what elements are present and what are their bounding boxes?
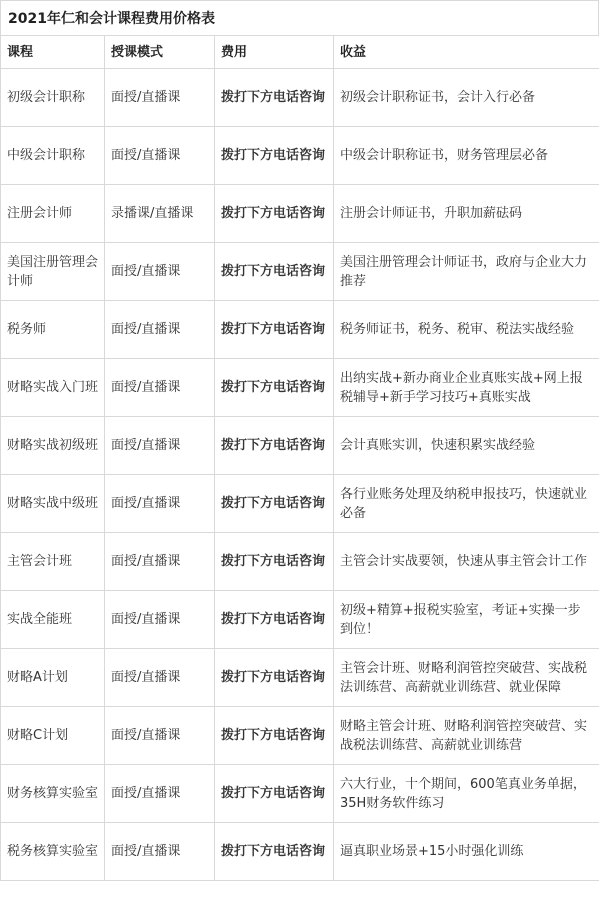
course-cell: 美国注册管理会计师 [1,243,105,301]
table-row [1,533,599,591]
fee-cell: 拨打下方电话咨询 [215,707,334,765]
table-row [1,127,599,185]
header-fee: 费用 [215,36,334,69]
benefit-cell: 财略主管会计班、财略利润管控突破营、实战税法训练营、高薪就业训练营 [334,707,599,765]
mode-cell: 面授/直播课 [105,707,215,765]
benefit-cell: 会计真账实训，快速积累实战经验 [334,417,599,475]
benefit-cell: 出纳实战+新办商业企业真账实战+网上报税辅导+新手学习技巧+真账实战 [334,359,599,417]
header-course: 课程 [1,36,105,69]
course-cell: 注册会计师 [1,185,105,243]
table-row [1,359,599,417]
benefit-cell: 初级+精算+报税实验室，考证+实操一步到位！ [334,591,599,649]
fee-cell: 拨打下方电话咨询 [215,475,334,533]
header-mode: 授课模式 [105,36,215,69]
table-row [1,591,599,649]
header-benefit: 收益 [334,36,599,69]
benefit-cell: 美国注册管理会计师证书，政府与企业大力推荐 [334,243,599,301]
benefit-cell: 逼真职业场景+15小时强化训练 [334,823,599,881]
fee-cell: 拨打下方电话咨询 [215,823,334,881]
table-row [1,69,599,127]
course-cell: 财略实战初级班 [1,417,105,475]
table-row [1,707,599,765]
table-row [1,301,599,359]
mode-cell: 面授/直播课 [105,591,215,649]
table-row [1,185,599,243]
table-row [1,765,599,823]
mode-cell: 面授/直播课 [105,475,215,533]
course-cell: 税务师 [1,301,105,359]
table-title: 2021年仁和会计课程费用价格表 [0,0,599,35]
course-cell: 中级会计职称 [1,127,105,185]
mode-cell: 面授/直播课 [105,69,215,127]
benefit-cell: 各行业账务处理及纳税申报技巧，快速就业必备 [334,475,599,533]
fee-cell: 拨打下方电话咨询 [215,301,334,359]
course-cell: 财略A计划 [1,649,105,707]
mode-cell: 面授/直播课 [105,127,215,185]
benefit-cell: 注册会计师证书，升职加薪砝码 [334,185,599,243]
table-row [1,649,599,707]
course-cell: 财略C计划 [1,707,105,765]
course-cell: 初级会计职称 [1,69,105,127]
fee-cell: 拨打下方电话咨询 [215,533,334,591]
price-table [0,35,599,881]
fee-cell: 拨打下方电话咨询 [215,185,334,243]
mode-cell: 面授/直播课 [105,359,215,417]
benefit-cell: 六大行业，十个期间，600笔真业务单据，35H财务软件练习 [334,765,599,823]
benefit-cell: 主管会计实战要领，快速从事主管会计工作 [334,533,599,591]
mode-cell: 面授/直播课 [105,417,215,475]
fee-cell: 拨打下方电话咨询 [215,243,334,301]
benefit-cell: 初级会计职称证书，会计入行必备 [334,69,599,127]
benefit-cell: 中级会计职称证书，财务管理层必备 [334,127,599,185]
table-row [1,823,599,881]
mode-cell: 面授/直播课 [105,765,215,823]
mode-cell: 面授/直播课 [105,533,215,591]
fee-cell: 拨打下方电话咨询 [215,359,334,417]
fee-cell: 拨打下方电话咨询 [215,649,334,707]
course-cell: 财略实战中级班 [1,475,105,533]
table-row [1,475,599,533]
fee-cell: 拨打下方电话咨询 [215,417,334,475]
course-cell: 财务核算实验室 [1,765,105,823]
fee-cell: 拨打下方电话咨询 [215,591,334,649]
course-cell: 财略实战入门班 [1,359,105,417]
course-cell: 主管会计班 [1,533,105,591]
fee-cell: 拨打下方电话咨询 [215,765,334,823]
mode-cell: 录播课/直播课 [105,185,215,243]
table-row [1,243,599,301]
benefit-cell: 主管会计班、财略利润管控突破营、实战税法训练营、高薪就业训练营、就业保障 [334,649,599,707]
benefit-cell: 税务师证书，税务、税审、税法实战经验 [334,301,599,359]
course-cell: 税务核算实验室 [1,823,105,881]
mode-cell: 面授/直播课 [105,649,215,707]
mode-cell: 面授/直播课 [105,301,215,359]
table-row [1,417,599,475]
fee-cell: 拨打下方电话咨询 [215,69,334,127]
header-row [1,36,599,69]
mode-cell: 面授/直播课 [105,243,215,301]
course-cell: 实战全能班 [1,591,105,649]
fee-cell: 拨打下方电话咨询 [215,127,334,185]
mode-cell: 面授/直播课 [105,823,215,881]
